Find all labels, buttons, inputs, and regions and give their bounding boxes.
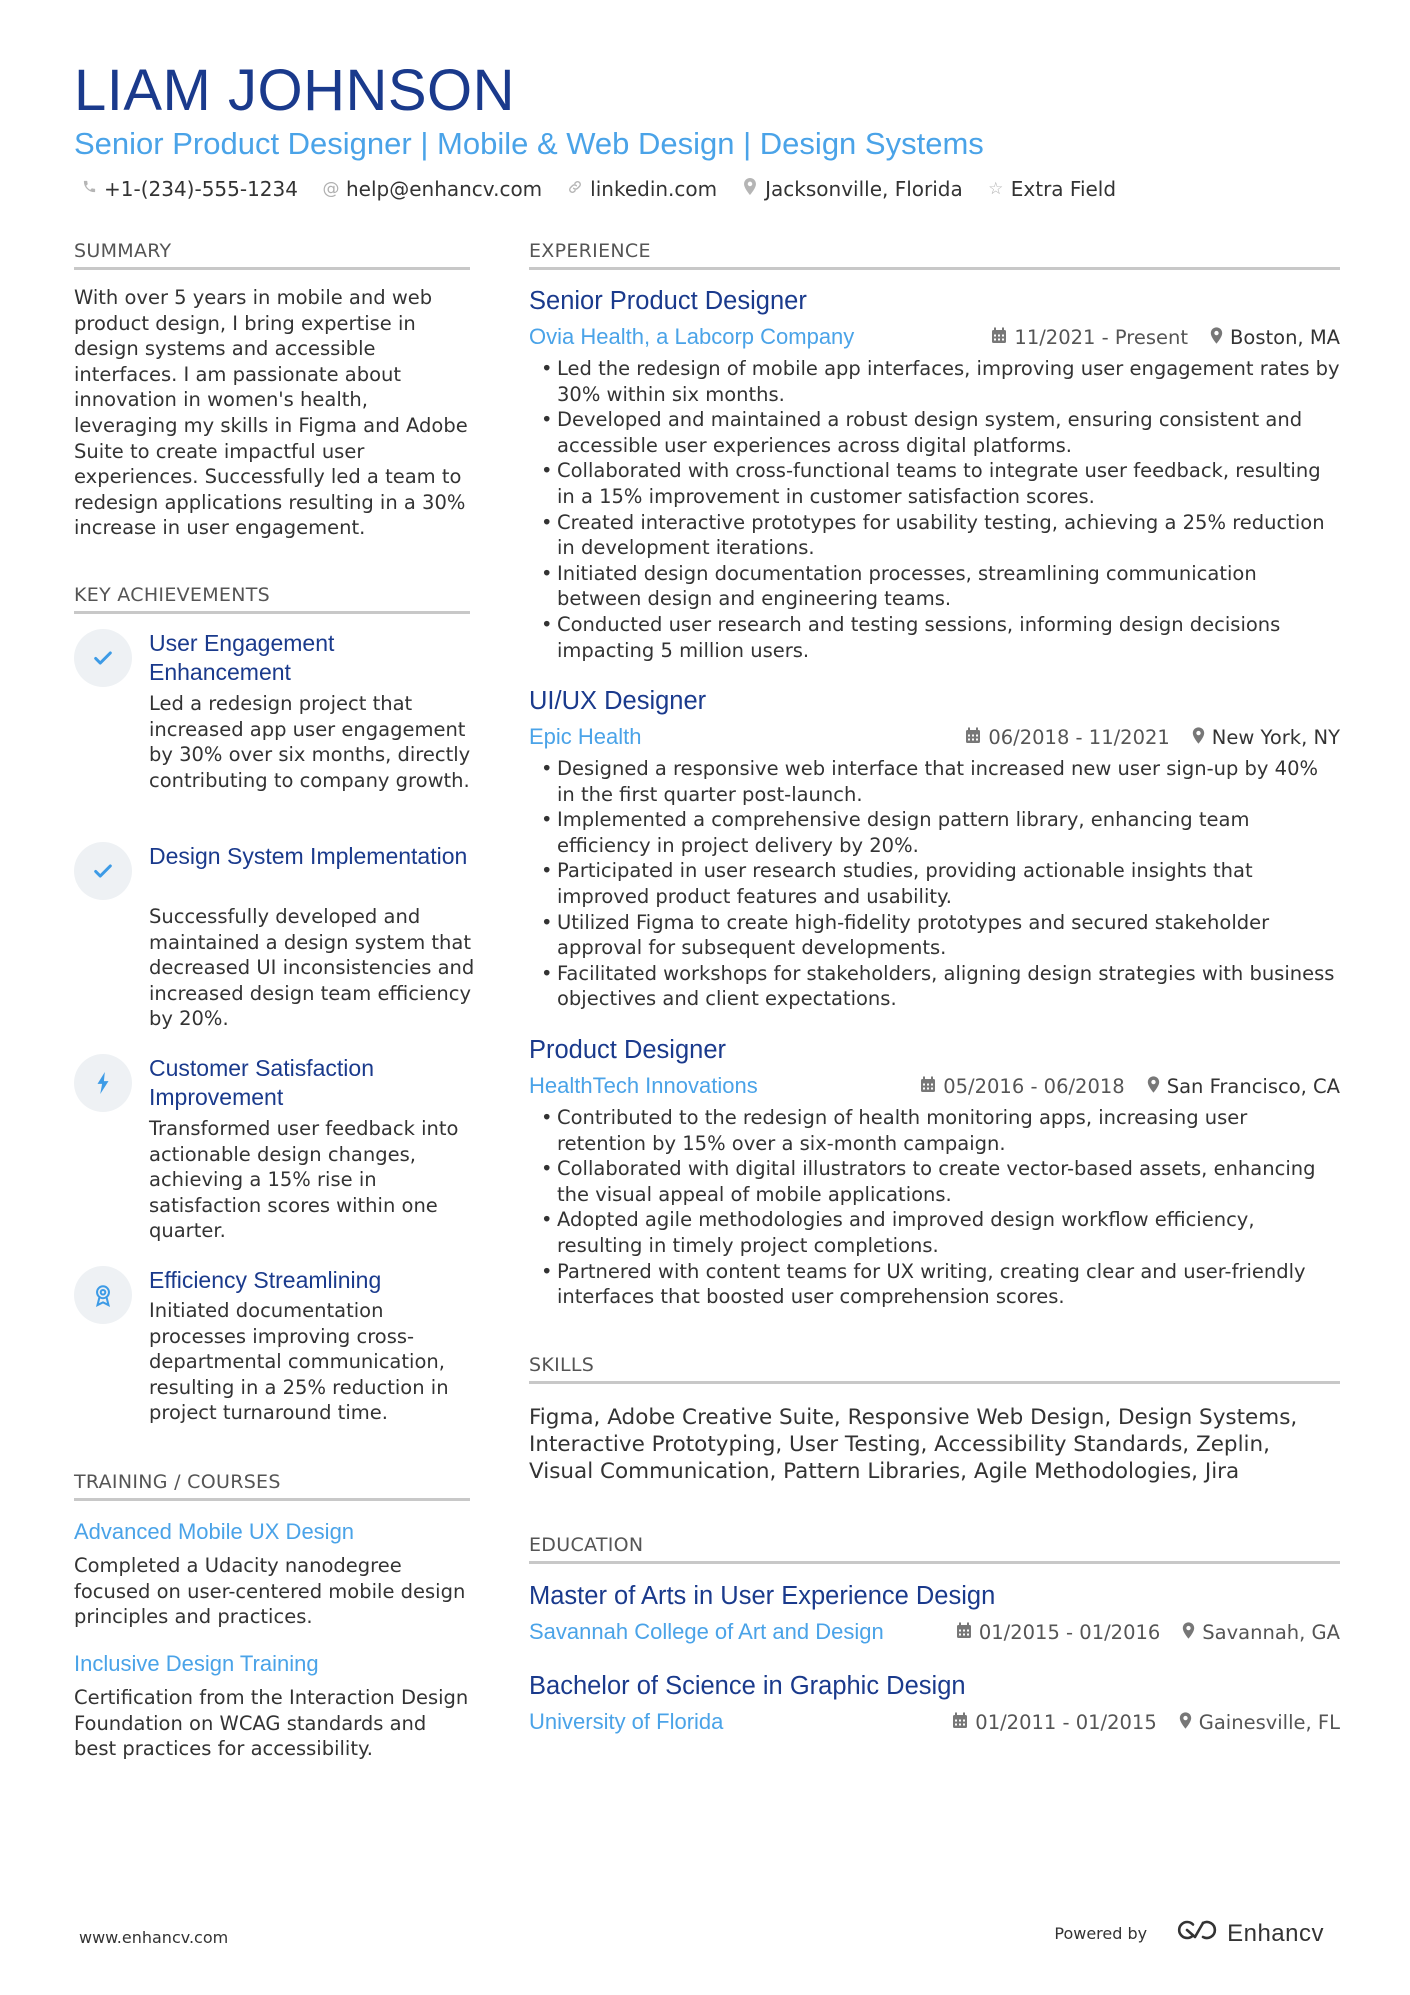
- education-meta: [952, 1711, 1340, 1734]
- contact-location: [741, 177, 963, 201]
- training-heading: TRAINING / COURSES: [74, 1471, 470, 1501]
- contact-extra-text: Extra Field: [1010, 177, 1117, 201]
- candidate-name: LIAM JOHNSON: [74, 58, 516, 123]
- job-dates: [920, 1075, 1124, 1098]
- degree-title: Bachelor of Science in Graphic Design: [529, 1672, 966, 1700]
- list-item: • Collaborated with cross-functional teams to integrate user feedback, resulting in a 15% improvement in customer satisfaction scores.: [541, 458, 1341, 509]
- list-item: • Contributed to the redesign of health monitoring apps, increasing user retention by 15% over a six-month campaign.: [541, 1105, 1341, 1156]
- lightning-icon: [74, 1054, 132, 1112]
- checkmark-icon: [74, 629, 132, 687]
- job-dates-text: 06/2018 - 11/2021: [988, 726, 1170, 749]
- job-location: [1192, 726, 1340, 749]
- achievement-title: Customer Satisfaction Improvement: [149, 1055, 374, 1110]
- list-item: • Participated in user research studies, providing actionable insights that improved product features and usability.: [541, 858, 1341, 909]
- enhancv-logo-icon: [1173, 1918, 1219, 1949]
- course-title: Advanced Mobile UX Design: [74, 1519, 355, 1544]
- job-title: UI/UX Designer: [529, 687, 707, 715]
- contact-email-text: help@enhancv.com: [345, 177, 543, 201]
- list-item: • Led the redesign of mobile app interfaces, improving user engagement rates by 30% within six months.: [541, 356, 1341, 407]
- job-bullets: [541, 356, 1341, 663]
- location-pin-icon: [741, 178, 759, 200]
- calendar-icon: [952, 1712, 968, 1734]
- list-item: • Initiated design documentation processes, streamlining communication between design and engineering teams.: [541, 561, 1341, 612]
- contact-location-text: Jacksonville, Florida: [765, 177, 963, 201]
- at-icon: @: [322, 179, 340, 199]
- education-dates-text: 01/2015 - 01/2016: [978, 1621, 1161, 1644]
- link-icon: [566, 179, 584, 200]
- calendar-icon: [991, 327, 1007, 349]
- education-dates-text: 01/2011 - 01/2015: [975, 1711, 1157, 1734]
- location-pin-icon: [1192, 727, 1205, 749]
- footer-branding: [1054, 1918, 1324, 1949]
- location-pin-icon: [1210, 327, 1223, 349]
- education-heading: EDUCATION: [529, 1534, 1340, 1564]
- course-desc: Certification from the Interaction Design Foundation on WCAG standards and best practices for accessibility.: [74, 1686, 469, 1761]
- job-company: Epic Health: [529, 724, 642, 749]
- list-item: • Facilitated workshops for stakeholders, aligning design strategies with business objectives and client expectations.: [541, 961, 1341, 1012]
- education-location-text: Gainesville, FL: [1198, 1711, 1340, 1734]
- location-pin-icon: [1179, 1712, 1192, 1734]
- contact-linkedin-text: linkedin.com: [590, 177, 718, 201]
- skills-heading: SKILLS: [529, 1354, 1340, 1384]
- job-meta: [920, 1075, 1340, 1098]
- achievement-item: [74, 1054, 474, 1244]
- list-item: • Implemented a comprehensive design pattern library, enhancing team efficiency in project delivery by 20%.: [541, 807, 1341, 858]
- list-item: • Collaborated with digital illustrators to create vector-based assets, enhancing the visual appeal of mobile applications.: [541, 1156, 1341, 1207]
- list-item: • Created interactive prototypes for usability testing, achieving a 25% reduction in development iterations.: [541, 510, 1341, 561]
- job-location-text: Boston, MA: [1230, 326, 1340, 349]
- job-location-text: New York, NY: [1211, 726, 1340, 749]
- achievement-desc: Led a redesign project that increased app user engagement by 30% over six months, directly contributing to company growth.: [149, 692, 471, 792]
- award-icon: [74, 1266, 132, 1324]
- achievement-title: User Engagement Enhancement: [149, 630, 335, 685]
- education-location: [1182, 1621, 1340, 1644]
- job-location-text: San Francisco, CA: [1166, 1075, 1340, 1098]
- calendar-icon: [965, 727, 981, 749]
- contact-bar: [80, 177, 1116, 201]
- job-dates-text: 05/2016 - 06/2018: [943, 1075, 1125, 1098]
- job-company: Ovia Health, a Labcorp Company: [529, 324, 855, 349]
- job-dates: [991, 326, 1188, 349]
- experience-heading: EXPERIENCE: [529, 240, 1340, 270]
- school-name: University of Florida: [529, 1709, 724, 1734]
- checkmark-icon: [74, 842, 132, 900]
- contact-phone[interactable]: [80, 177, 298, 201]
- job-dates-text: 11/2021 - Present: [1014, 326, 1189, 349]
- list-item: • Conducted user research and testing sessions, informing design decisions impacting 5 million users.: [541, 612, 1341, 663]
- phone-icon: [80, 179, 98, 199]
- job-location: [1147, 1075, 1340, 1098]
- contact-linkedin[interactable]: [566, 177, 717, 201]
- contact-email[interactable]: [322, 177, 542, 201]
- achievement-title: Efficiency Streamlining: [149, 1267, 382, 1293]
- achievement-title: Design System Implementation: [149, 843, 468, 869]
- powered-by-label: Powered by: [1054, 1924, 1148, 1943]
- job-meta: [965, 726, 1340, 749]
- education-dates: [956, 1621, 1160, 1644]
- school-name: Savannah College of Art and Design: [529, 1619, 884, 1644]
- education-location: [1179, 1711, 1340, 1734]
- list-item: • Designed a responsive web interface that increased new user sign-up by 40% in the first quarter post-launch.: [541, 756, 1341, 807]
- achievement-item: [74, 1266, 474, 1436]
- education-location-text: Savannah, GA: [1202, 1621, 1340, 1644]
- job-title: Product Designer: [529, 1036, 727, 1064]
- enhancv-logo[interactable]: [1173, 1918, 1324, 1949]
- job-dates: [965, 726, 1169, 749]
- job-location: [1210, 326, 1340, 349]
- achievement-item: [74, 842, 474, 1032]
- degree-title: Master of Arts in User Experience Design: [529, 1582, 996, 1610]
- location-pin-icon: [1147, 1076, 1160, 1098]
- list-item: • Adopted agile methodologies and improved design workflow efficiency, resulting in timely project completions.: [541, 1207, 1341, 1258]
- list-item: • Partnered with content teams for UX writing, creating clear and user-friendly interfaces that boosted user comprehension scores.: [541, 1259, 1341, 1310]
- course-desc: Completed a Udacity nanodegree focused on user-centered mobile design principles and practices.: [74, 1554, 466, 1629]
- achievement-desc: Initiated documentation processes improving cross-departmental communication, resulting in a 25% reduction in project turnaround time.: [149, 1299, 449, 1425]
- achievement-item: [74, 629, 474, 819]
- job-company: HealthTech Innovations: [529, 1073, 758, 1098]
- achievement-desc: Successfully developed and maintained a design system that decreased UI inconsistencies and increased design team efficiency by 20%.: [149, 905, 475, 1031]
- job-bullets: [541, 1105, 1341, 1310]
- location-pin-icon: [1182, 1622, 1195, 1644]
- achievements-heading: KEY ACHIEVEMENTS: [74, 584, 470, 614]
- achievement-desc: Transformed user feedback into actionable design changes, achieving a 15% rise in satisfaction scores within one quarter.: [149, 1117, 459, 1243]
- job-meta: [991, 326, 1340, 349]
- skills-text: Figma, Adobe Creative Suite, Responsive Web Design, Design Systems, Interactive Prototyping, User Testing, Accessibility Standards, Zeplin, Visual Communication, Pattern Libraries, Agile Methodologies, Jira: [529, 1405, 1298, 1484]
- footer-website-link[interactable]: www.enhancv.com: [79, 1928, 229, 1947]
- star-icon: ☆: [988, 179, 1004, 199]
- job-bullets: [541, 756, 1341, 1012]
- calendar-icon: [920, 1076, 936, 1098]
- list-item: • Utilized Figma to create high-fidelity prototypes and secured stakeholder approval for subsequent developments.: [541, 910, 1341, 961]
- calendar-icon: [956, 1622, 972, 1644]
- education-meta: [956, 1621, 1340, 1644]
- enhancv-logo-text: Enhancv: [1227, 1919, 1324, 1947]
- job-title: Senior Product Designer: [529, 287, 807, 315]
- summary-text: With over 5 years in mobile and web product design, I bring expertise in design systems and accessible interfaces. I am passionate about innovation in women's health, leveraging my skills in Figma and Adobe Suite to create impactful user experiences. Successfully led a team to redesign applications resulting in a 30% increase in user engagement.: [74, 286, 468, 540]
- contact-phone-text: +1-(234)-555-1234: [104, 177, 298, 201]
- education-dates: [952, 1711, 1156, 1734]
- summary-heading: SUMMARY: [74, 240, 470, 270]
- list-item: • Developed and maintained a robust design system, ensuring consistent and accessible user experiences across digital platforms.: [541, 407, 1341, 458]
- contact-extra-field: [987, 177, 1116, 201]
- course-title: Inclusive Design Training: [74, 1651, 319, 1676]
- candidate-headline: Senior Product Designer | Mobile & Web Design | Design Systems: [74, 126, 984, 161]
